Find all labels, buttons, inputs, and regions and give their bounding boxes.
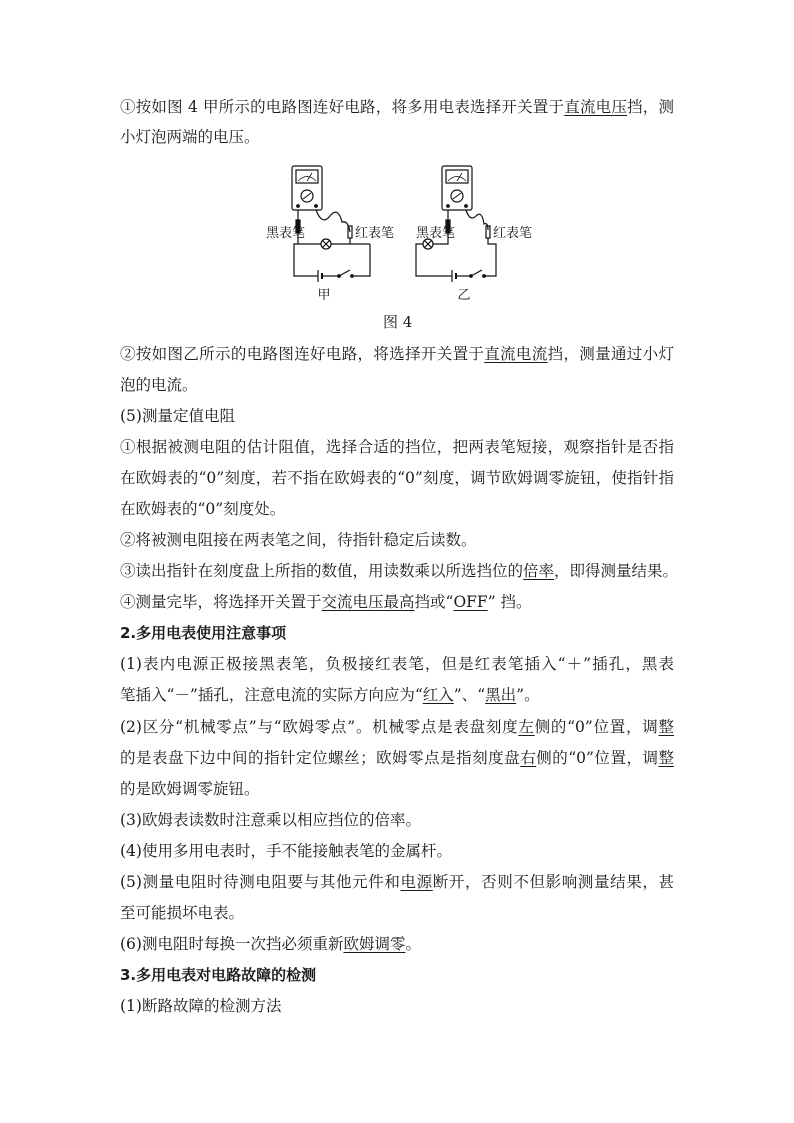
para-2-line-2: 泡的电流。	[120, 376, 198, 394]
note-6: (6)测电阻时每换一次挡必须重新欧姆调零。	[120, 935, 421, 953]
heading-3: 3.多用电表对电路故障的检测	[120, 966, 317, 984]
note-1-line-1: (1)表内电源正极接黑表笔，负极接红表笔，但是红表笔插入“＋”插孔，黑表	[120, 655, 674, 673]
circuit-b	[416, 166, 496, 282]
note-2-line-1: (2)区分“机械零点”与“欧姆零点”。机械零点是表盘刻度左侧的“0”位置，调整	[120, 718, 674, 736]
para-3-line-3: 在欧姆表的“0”刻度处。	[120, 500, 286, 518]
para-5: ③读出指针在刻度盘上所指的数值，用读数乘以所选挡位的倍率，即得测量结果。	[120, 562, 679, 580]
note-5-line-1: (5)测量电阻时待测电阻要与其他元件和电源断开，否则不但影响测量结果，甚	[120, 873, 674, 891]
circuit-a	[292, 166, 370, 282]
note-1-line-2: 笔插入“－”插孔，注意电流的实际方向应为“红入”、“黑出”。	[120, 686, 540, 704]
para-1-line-1: ①按如图 4 甲所示的电路图连好电路，将多用电表选择开关置于直流电压挡，测	[120, 98, 674, 116]
note-3: (3)欧姆表读数时注意乘以相应挡位的倍率。	[120, 811, 421, 829]
heading-5: (5)测量定值电阻	[120, 407, 235, 425]
black-probe-label-b: 黑表笔	[416, 226, 456, 241]
note-2-line-2: 的是表盘下边中间的指针定位螺丝；欧姆零点是指刻度盘右侧的“0”位置，调整	[120, 749, 674, 767]
para-3-line-2: 在欧姆表的“0”刻度，若不指在欧姆表的“0”刻度，调节欧姆调零旋钮，使指针指	[120, 469, 674, 487]
red-probe-label-a: 红表笔	[355, 226, 395, 241]
para-6: ④测量完毕，将选择开关置于交流电压最高挡或“OFF” 挡。	[120, 593, 532, 611]
para-2-line-1: ②按如图乙所示的电路图连好电路，将选择开关置于直流电流挡，测量通过小灯	[120, 345, 674, 363]
heading-2: 2.多用电表使用注意事项	[120, 624, 287, 642]
figure-4-circuits	[258, 160, 558, 310]
black-probe-label-a: 黑表笔	[266, 226, 306, 241]
figure-caption: 图 4	[383, 313, 413, 331]
note-2-line-3: 的是欧姆调零旋钮。	[120, 780, 260, 798]
para-1-line-2: 小灯泡两端的电压。	[120, 128, 260, 146]
para-4: ②将被测电阻接在两表笔之间，待指针稳定后读数。	[120, 531, 477, 549]
circuit-label-b: 乙	[457, 288, 471, 303]
circuit-label-a: 甲	[317, 288, 331, 303]
note-4: (4)使用多用电表时，手不能接触表笔的金属杆。	[120, 842, 452, 860]
para-3-line-1: ①根据被测电阻的估计阻值，选择合适的挡位，把两表笔短接，观察指针是否指	[120, 438, 674, 456]
red-probe-label-b: 红表笔	[493, 226, 533, 241]
note-7: (1)断路故障的检测方法	[120, 997, 282, 1015]
note-5-line-2: 至可能损坏电表。	[120, 904, 245, 922]
